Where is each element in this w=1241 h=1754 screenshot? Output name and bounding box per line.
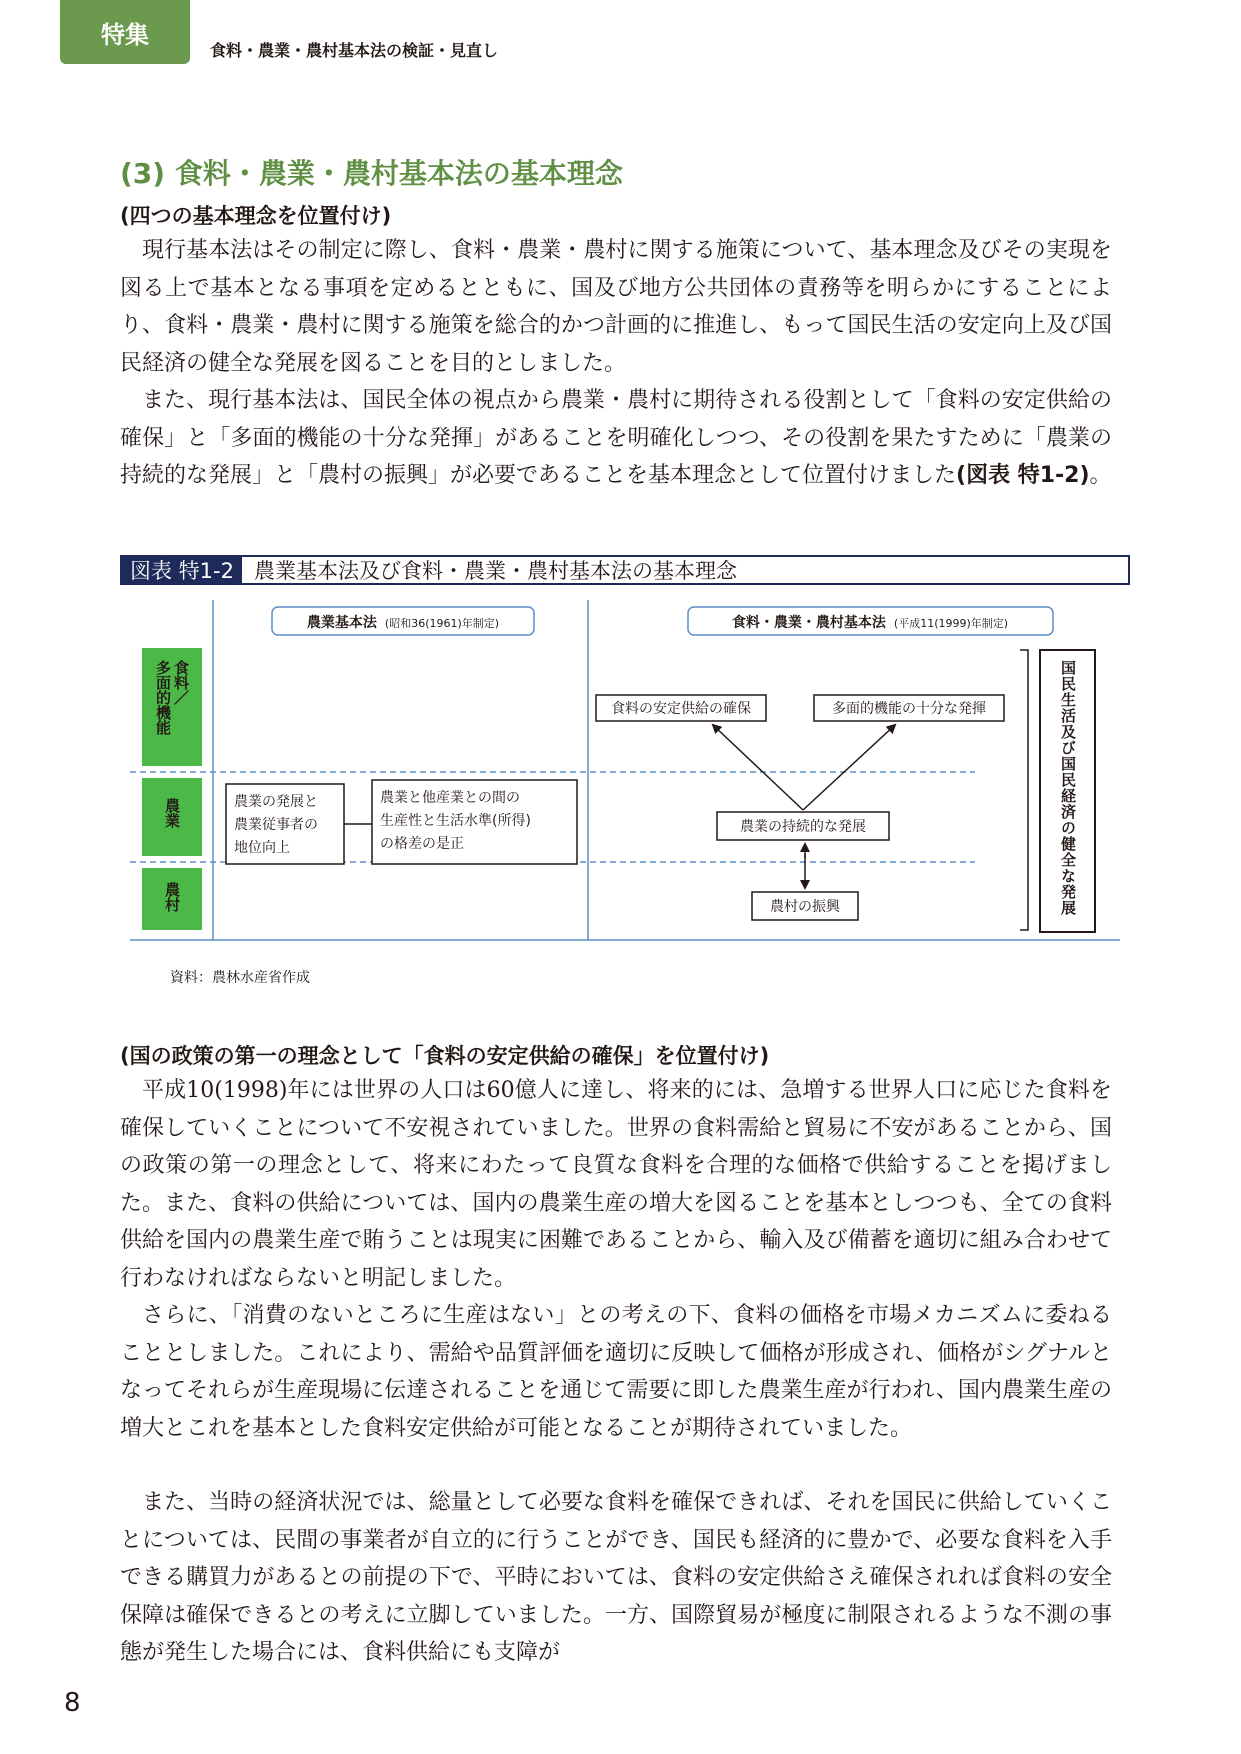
figure-source: 資料：農林水産省作成 xyxy=(170,970,310,986)
feature-tab: 特集 xyxy=(60,0,190,64)
old-box-development-text: 農業の発展と農業従事者の地位向上 xyxy=(234,794,318,856)
figure-label: 図表 特1-2 xyxy=(122,557,242,583)
row-label-agriculture-text: 農業 xyxy=(163,798,181,828)
principles-diagram xyxy=(130,600,1130,960)
figure-caption xyxy=(120,555,1130,585)
paragraph-3: 平成10(1998)年には世界の人口は60億人に達し、将来的には、急増する世界人口に応じた食料を確保していくことについて不安視されていました。世界の食料需給と貿易に不安があることから、国の政策の第一の理念として、将来にわたって良質な食料を合理的な価格で供給することを掲げました。また、食料の供給については、国内の農業生産の増大を図ることを基本としつつも、全ての食料供給を国内の農業生産で賄うことは現実に困難であることから、輸入及び備蓄を適切に組み合わせて行わなければならないと明記しました。 xyxy=(120,1078,1112,1291)
arrow-to-food-supply xyxy=(713,725,803,810)
row-label-food-line2: 多面的機能 xyxy=(154,660,172,735)
paragraph-2-text: また、現行基本法は、国民全体の視点から農業・農村に期待される役割として「食料の安定供給の確保」と「多面的機能の十分な発揮」があることを明確化しつつ、その役割を果たすために「農業の持続的な発展」と「農村の振興」が必要であることを基本理念として位置付けました xyxy=(120,388,1112,488)
subhead-food-supply: (国の政策の第一の理念として「食料の安定供給の確保」を位置付け) xyxy=(120,1044,770,1068)
new-box-rural-promotion-text: 農村の振興 xyxy=(770,899,840,915)
new-box-food-supply-text: 食料の安定供給の確保 xyxy=(611,701,751,717)
col-new-header-text: 食料・農業・農村基本法 (平成11(1999)年制定) xyxy=(731,615,1009,631)
paragraph-4: さらに、「消費のないところに生産はない」との考えの下、食料の価格を市場メカニズムに委ねることとしました。これにより、需給や品質評価を適切に反映して価格が形成され、価格がシグナルとなってそれらが生産現場に伝達されることを通じて需要に即した農業生産が行われ、国内農業生産の増大とこれを基本とした食料安定供給が可能となることが期待されていました。 xyxy=(120,1303,1112,1441)
new-box-multifunction-text: 多面的機能の十分な発揮 xyxy=(832,701,986,717)
col-old-header-text: 農業基本法 (昭和36(1961)年制定) xyxy=(306,615,500,631)
paragraph-2-end: 。 xyxy=(1089,463,1112,488)
row-label-food-line1: 食料／ xyxy=(172,660,190,705)
figure-reference: (図表 特1-2) xyxy=(956,463,1090,488)
figure-title: 農業基本法及び食料・農業・農村基本法の基本理念 xyxy=(253,559,737,583)
right-bracket xyxy=(1020,650,1028,930)
row-label-rural-text: 農村 xyxy=(163,882,181,912)
paragraph-2 xyxy=(120,382,1112,495)
new-box-sustainable-agriculture-text: 農業の持続的な発展 xyxy=(740,819,866,835)
header-title: 食料・農業・農村基本法の検証・見直し xyxy=(210,41,499,60)
page-number: 8 xyxy=(64,1688,81,1718)
section-title: (3) 食料・農業・農村基本法の基本理念 xyxy=(120,157,623,190)
right-goal-text: 国民生活及び国民経済の健全な発展 xyxy=(1059,660,1077,916)
paragraph-1: 現行基本法はその制定に際し、食料・農業・農村に関する施策について、基本理念及びその実現を図る上で基本となる事項を定めるとともに、国及び地方公共団体の責務等を明らかにすることにより、食料・農業・農村に関する施策を総合的かつ計画的に推進し、もって国民生活の安定向上及び国民経済の健全な発展を図ることを目的としました。 xyxy=(120,238,1112,376)
arrow-to-multifunction xyxy=(803,725,895,810)
old-box-gap-correction-text: 農業と他産業との間の生産性と生活水準(所得)の格差の是正 xyxy=(380,790,531,852)
paragraph-5: また、当時の経済状況では、総量として必要な食料を確保できれば、それを国民に供給していくことについては、民間の事業者が自立的に行うことができ、国民も経済的に豊かで、必要な食料を入手できる購買力があるとの前提の下で、平時においては、食料の安定供給さえ確保されれば食料の安全保障は確保できるとの考えに立脚していました。一方、国際貿易が極度に制限されるような不測の事態が発生した場合には、食料供給にも支障が xyxy=(120,1490,1112,1665)
subhead-four-principles: (四つの基本理念を位置付け) xyxy=(120,204,392,228)
